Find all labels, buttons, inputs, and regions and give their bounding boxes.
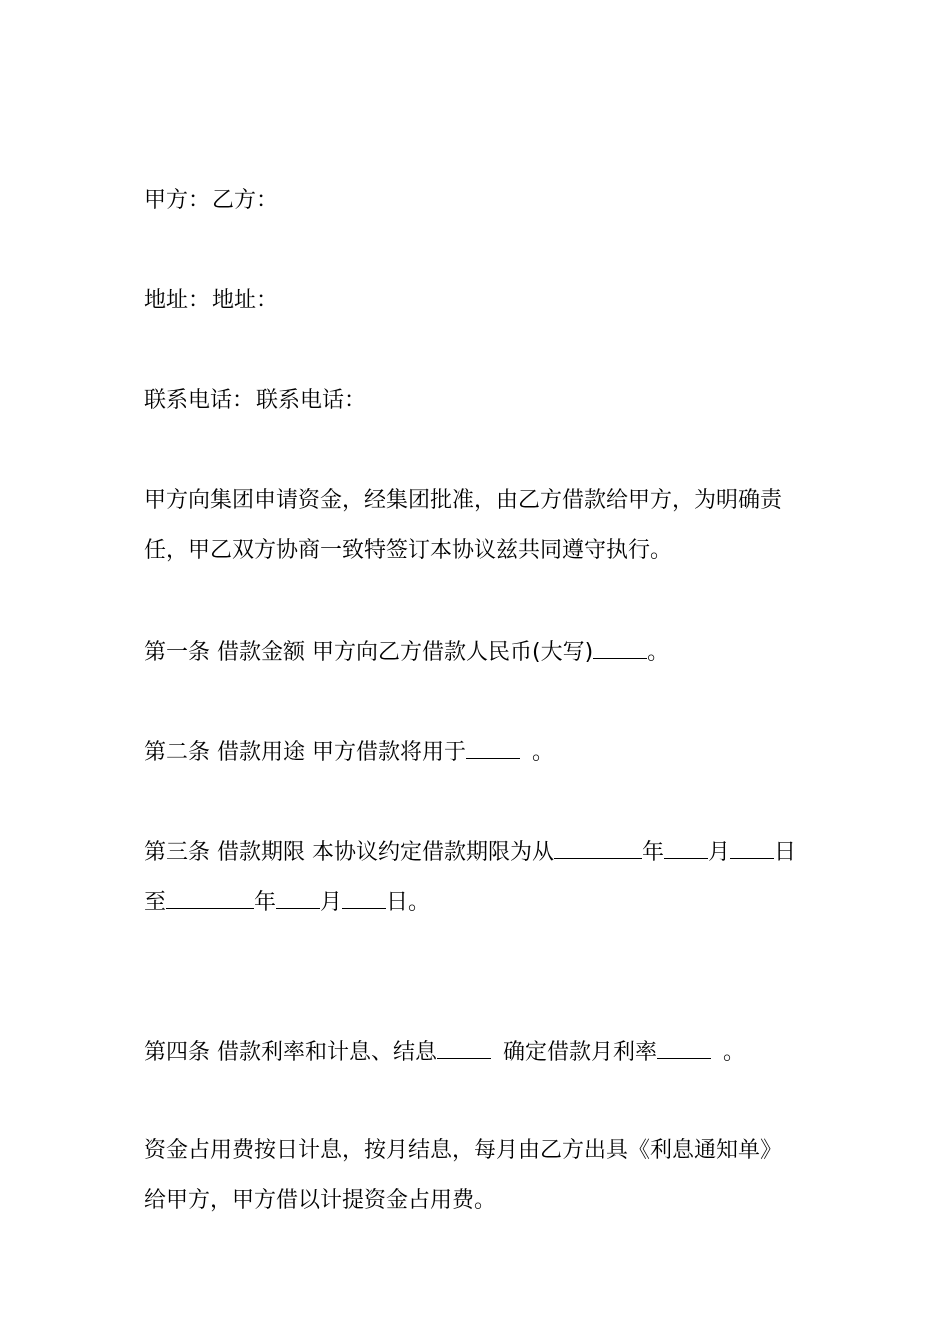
party-a-phone-label: 联系电话： — [144, 388, 255, 413]
start-year-label: 年 — [642, 840, 665, 865]
end-year-label: 年 — [254, 890, 277, 915]
article-1-end: 。 — [647, 640, 670, 665]
article-2 — [144, 736, 554, 768]
interest-method-blank — [437, 1036, 491, 1059]
interest-line-2: 给甲方，甲方借以计提资金占用费。 — [144, 1188, 497, 1213]
party-b-phone-label: 联系电话： — [256, 388, 367, 413]
phone-line — [144, 386, 366, 416]
article-1 — [144, 636, 669, 668]
parties-line — [144, 186, 278, 216]
to-label: 至 — [144, 890, 167, 915]
interest-line-1: 资金占用费按日计息，按月结息，每月由乙方出具《利息通知单》 — [144, 1138, 783, 1163]
article-1-text: 第一条 借款金额 甲方向乙方借款人民币(大写) — [144, 640, 594, 665]
article-3-text: 第三条 借款期限 本协议约定借款期限为从 — [144, 840, 554, 865]
start-day-label: 日 — [774, 840, 797, 865]
article-4 — [144, 1036, 745, 1068]
start-month-blank — [664, 836, 708, 859]
monthly-rate-blank — [657, 1036, 711, 1059]
end-year-blank — [166, 886, 254, 909]
article-2-text: 第二条 借款用途 甲方借款将用于 — [144, 740, 466, 765]
end-day-blank — [342, 886, 386, 909]
rate-text: 确定借款月利率 — [503, 1040, 658, 1065]
article-4-text: 第四条 借款利率和计息、结息 — [144, 1040, 437, 1065]
preamble-line-2: 任，甲乙双方协商一致特签订本协议兹共同遵守执行。 — [144, 538, 673, 563]
amount-blank — [593, 636, 647, 659]
start-day-blank — [730, 836, 774, 859]
address-line — [144, 286, 278, 316]
party-a-label: 甲方： — [144, 188, 211, 213]
start-month-label: 月 — [708, 840, 731, 865]
party-b-label: 乙方： — [212, 188, 279, 213]
start-year-blank — [554, 836, 642, 859]
article-4-end: 。 — [723, 1040, 746, 1065]
end-month-label: 月 — [320, 890, 343, 915]
party-b-address-label: 地址： — [212, 288, 279, 313]
end-day-label: 日。 — [386, 890, 431, 915]
purpose-blank — [466, 736, 520, 759]
end-month-blank — [276, 886, 320, 909]
preamble-line-1: 甲方向集团申请资金，经集团批准，由乙方借款给甲方，为明确责 — [144, 488, 783, 513]
party-a-address-label: 地址： — [144, 288, 211, 313]
article-3-line-2 — [144, 886, 430, 918]
article-2-end: 。 — [532, 740, 555, 765]
article-3-line-1 — [144, 836, 796, 868]
